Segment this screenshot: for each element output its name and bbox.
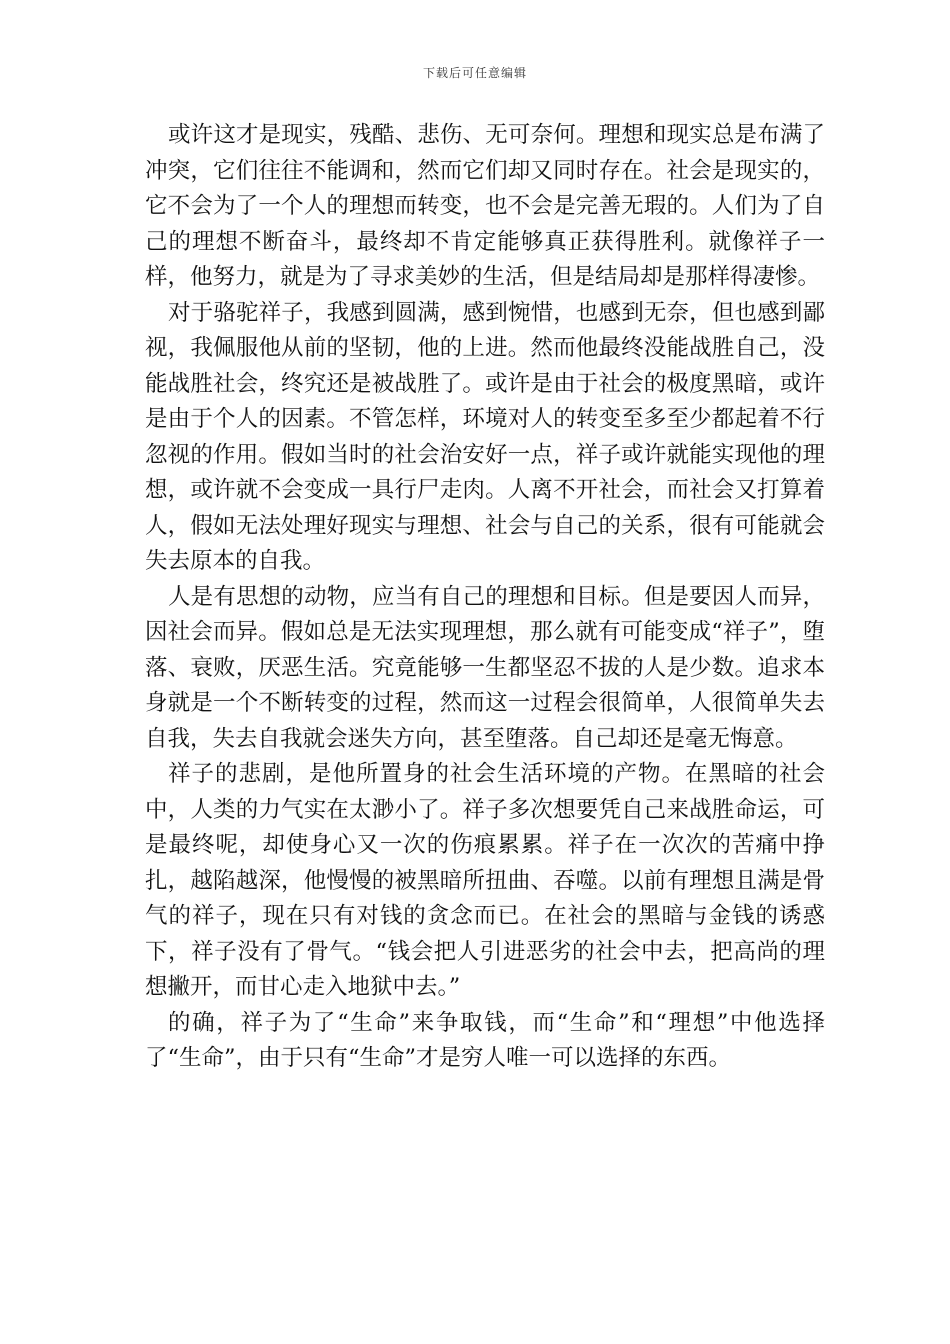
page-header: 下载后可任意编辑 bbox=[422, 66, 527, 80]
paragraph-1: 或许这才是现实，残酷、悲伤、无可奈何。理想和现实总是布满了冲突，它们往往不能调和，然而它们却又同时存在。社会是现实的，它不会为了一个人的理想而转变，也不会是完善无瑕的。人们为了自己的理想不断奋斗，最终却不肯定能够真正获得胜利。就像祥子一样，他努力，就是为了寻求美妙的生活，但是结局却是那样得凄惨。 bbox=[145, 122, 825, 290]
paragraph-3: 人是有思想的动物，应当有自己的理想和目标。但是要因人而异，因社会而异。假如总是无法实现理想，那么就有可能变成“祥子”，堕落、衰败，厌恶生活。究竟能够一生都坚忍不拔的人是少数。追求本身就是一个不断转变的过程，然而这一过程会很简单，人很简单失去自我，失去自我就会迷失方向，甚至堕落。自己却还是毫无悔意。 bbox=[145, 583, 825, 752]
paragraph-5: 的确，祥子为了“生命”来争取钱，而“生命”和“理想”中他选择了“生命”，由于只有“生命”才是穷人唯一可以选择的东西。 bbox=[145, 1009, 825, 1071]
document-body bbox=[145, 118, 825, 1077]
paragraph-2: 对于骆驼祥子，我感到圆满，感到惋惜，也感到无奈，但也感到鄙视，我佩服他从前的坚韧，他的上进。然而他最终没能战胜自己，没能战胜社会，终究还是被战胜了。或许是由于社会的极度黑暗，或许是由于个人的因素。不管怎样，环境对人的转变至多至少都起着不行忽视的作用。假如当时的社会治安好一点，祥子或许就能实现他的理想，或许就不会变成一具行尸走肉。人离不开社会，而社会又打算着人，假如无法处理好现实与理想、社会与自己的关系，很有可能就会失去原本的自我。 bbox=[145, 299, 825, 574]
paragraph-4: 祥子的悲剧，是他所置身的社会生活环境的产物。在黑暗的社会中，人类的力气实在太渺小了。祥子多次想要凭自己来战胜命运，可是最终呢，却使身心又一次的伤痕累累。祥子在一次次的苦痛中挣扎，越陷越深，他慢慢的被黑暗所扭曲、吞噬。以前有理想且满是骨气的祥子，现在只有对钱的贪念而已。在社会的黑暗与金钱的诱惑下，祥子没有了骨气。“钱会把人引进恶劣的社会中去，把高尚的理想撇开，而甘心走入地狱中去。” bbox=[145, 761, 825, 1000]
